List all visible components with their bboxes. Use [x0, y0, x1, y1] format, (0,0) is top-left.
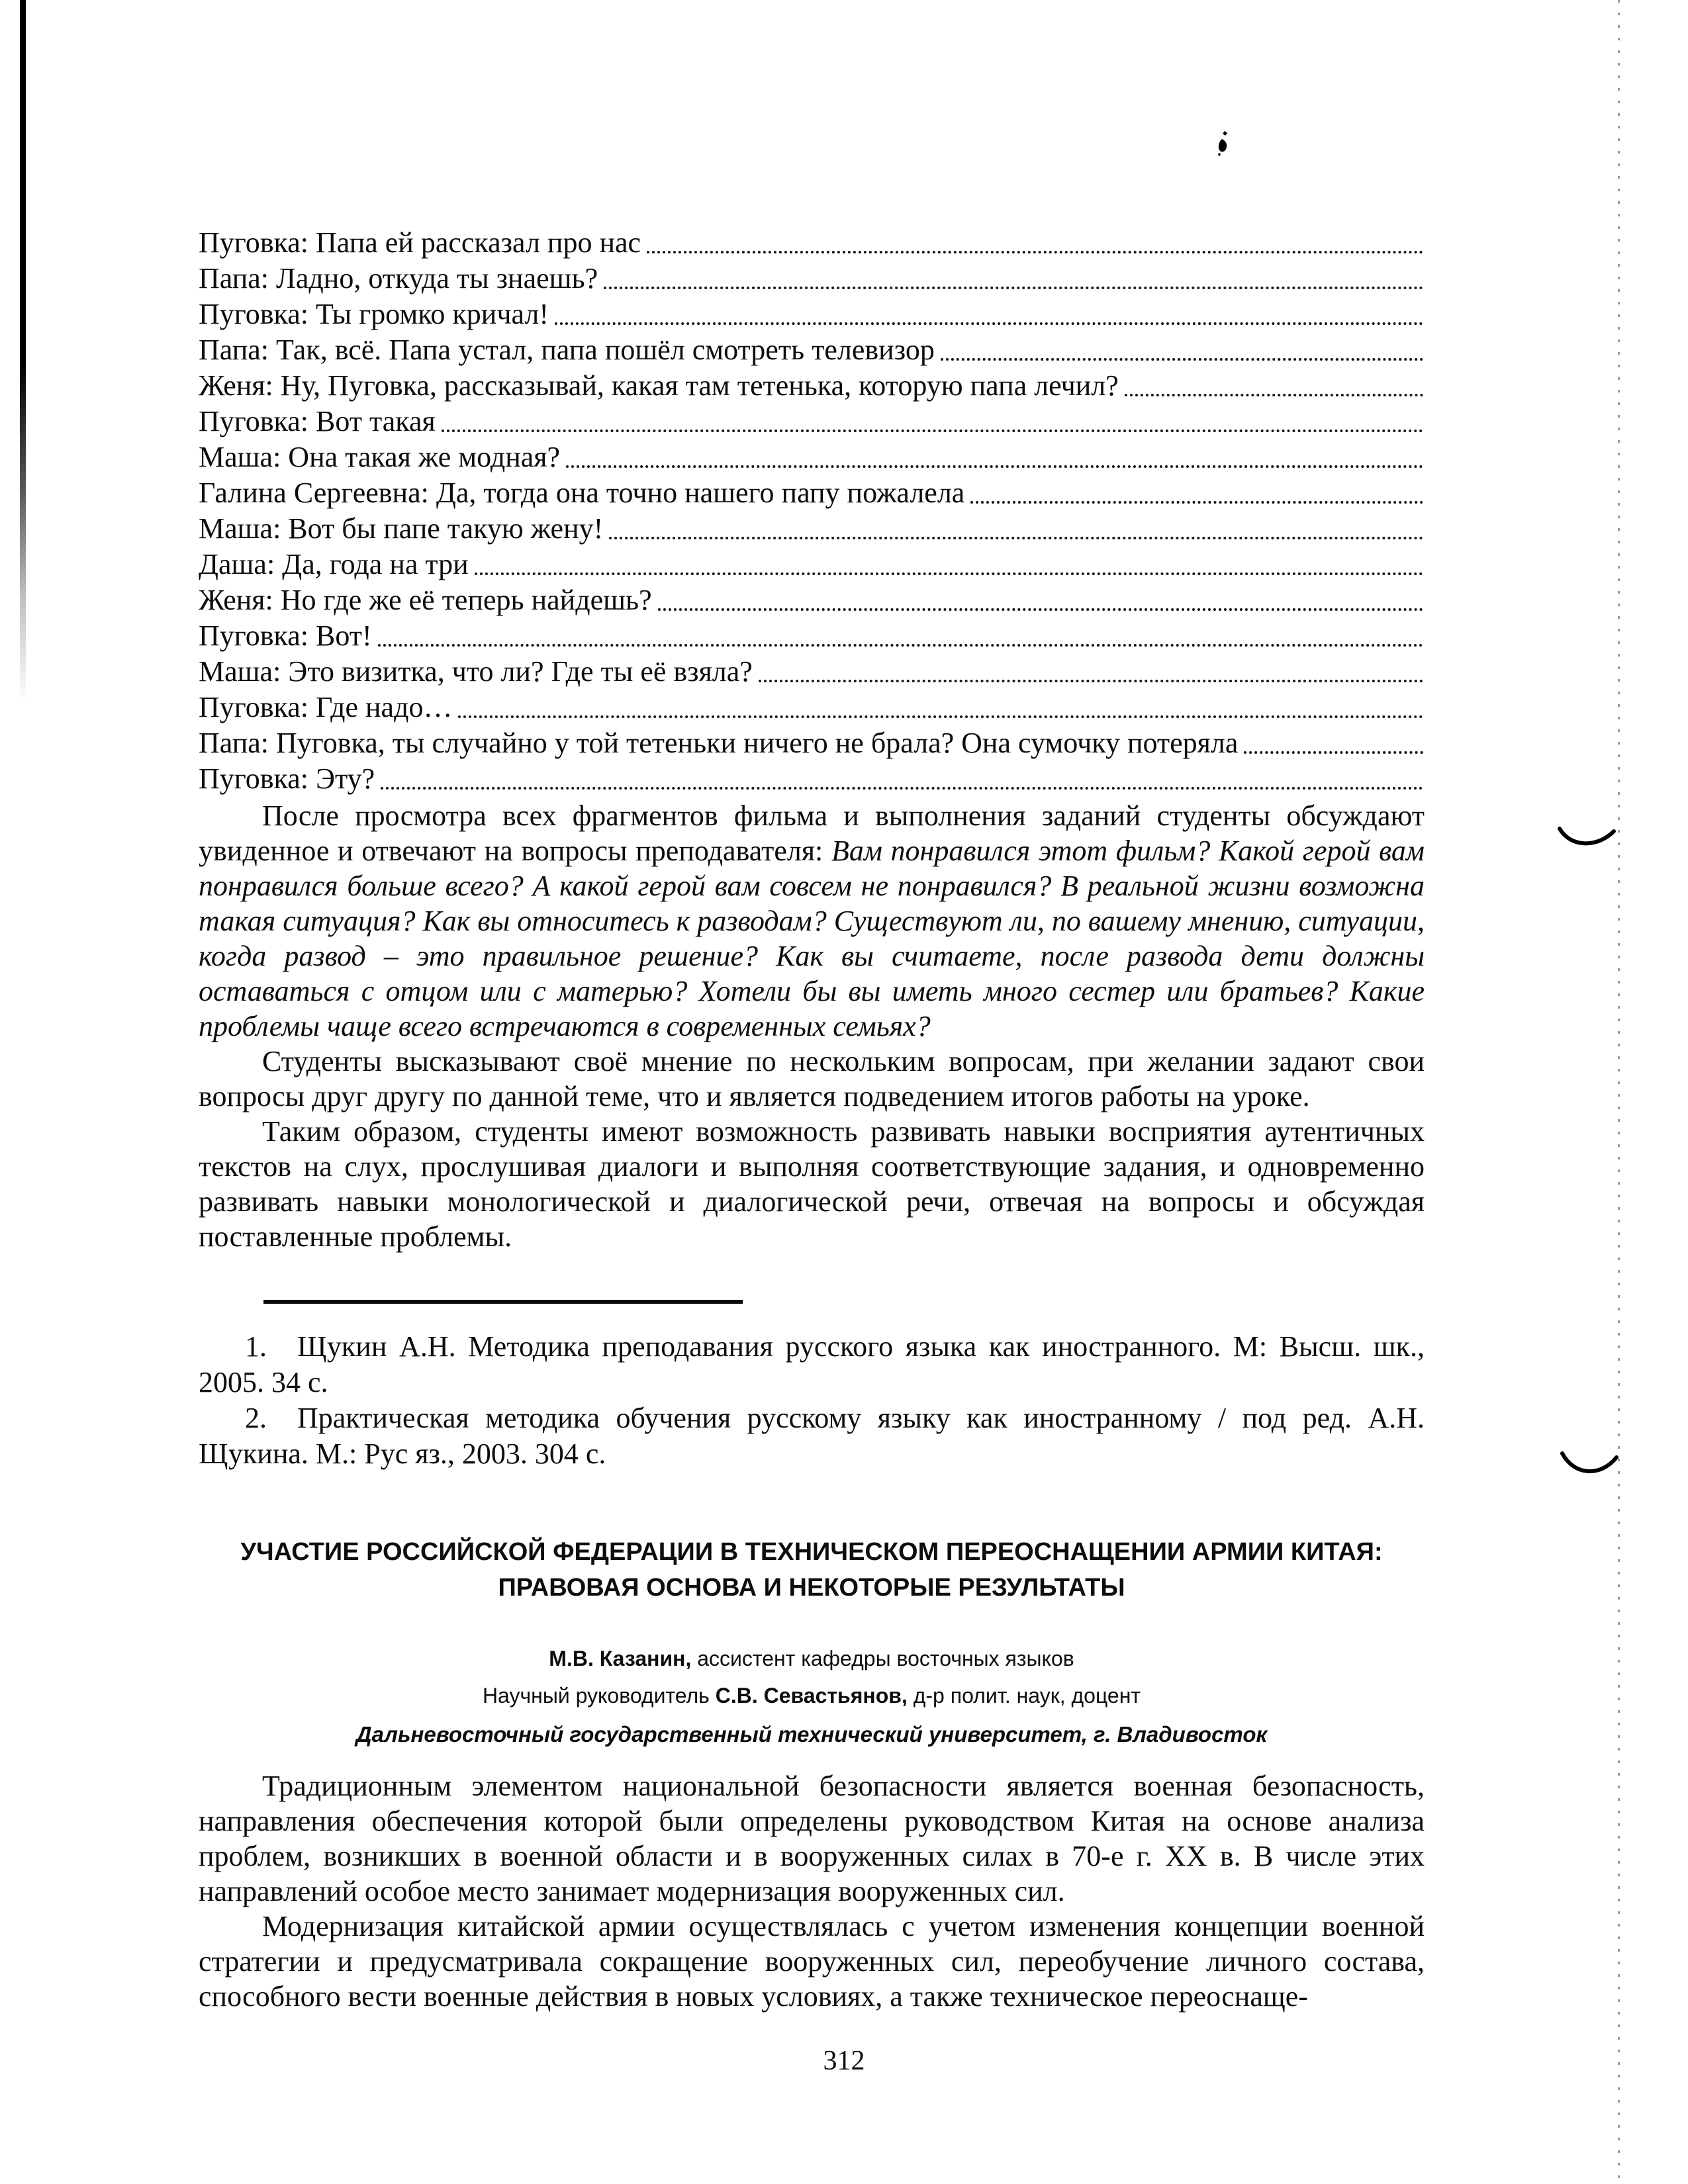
dialogue-line-text: Пуговка: Где надо…: [199, 691, 453, 723]
article-body: [199, 1768, 1425, 2014]
dialogue-line-text: Маша: Это визитка, что ли? Где ты её взяла?: [199, 655, 753, 688]
dot-leader: [381, 787, 1423, 790]
reference-number: 2.: [245, 1402, 267, 1434]
pen-curve-mark: [1557, 823, 1617, 856]
discussion-paragraphs: [199, 798, 1425, 1254]
reference-item: [199, 1329, 1425, 1400]
dialogue-line: [199, 404, 1425, 439]
dot-leader: [566, 465, 1423, 468]
dialogue-line: [199, 511, 1425, 547]
reference-number: 1.: [245, 1330, 267, 1363]
reference-text: Практическая методика обучения русскому языку как иностранному / под ред. А.Н. Щукина. М.: Рус яз., 2003. 304 с.: [199, 1402, 1425, 1470]
dot-leader: [442, 430, 1423, 432]
reference-text: Щукин А.Н. Методика преподавания русского языка как иностранного. М: Высш. шк., 2005. 34 с.: [199, 1330, 1425, 1398]
article-title-line1: УЧАСТИЕ РОССИЙСКОЙ ФЕДЕРАЦИИ В ТЕХНИЧЕСКОМ ПЕРЕОСНАЩЕНИИ АРМИИ КИТАЯ:: [240, 1538, 1383, 1566]
article-paragraph-2: Модернизация китайской армии осуществлялась с учетом изменения концепции военной стратегии и предусматривала сокращение вооруженных сил, переобучение личного состава, способного вести военные действия в новых условиях, а также техническое переоснаще-: [199, 1910, 1425, 2013]
dialogue-line: [199, 332, 1425, 368]
dialogue-line: [199, 690, 1425, 725]
dialogue-block: [199, 225, 1425, 797]
dialogue-line-text: Пуговка: Ты громко кричал!: [199, 298, 549, 330]
dialogue-line-text: Папа: Так, всё. Папа устал, папа пошёл смотреть телевизор: [199, 334, 935, 366]
author-line: [199, 1640, 1425, 1677]
dialogue-line-text: Даша: Да, года на три: [199, 548, 469, 580]
reference-item: [199, 1400, 1425, 1472]
dialogue-line-text: Пуговка: Вот!: [199, 619, 372, 652]
article-affiliation: Дальневосточный государственный технический университет, г. Владивосток: [355, 1722, 1268, 1747]
dot-leader: [604, 287, 1423, 289]
dialogue-line-text: Папа: Пуговка, ты случайно у той тетеньки ничего не брала? Она сумочку потеряла: [199, 727, 1239, 759]
article-title: [199, 1534, 1425, 1606]
dialogue-line: [199, 475, 1425, 511]
pen-curve-mark: [1560, 1448, 1619, 1484]
dot-leader: [378, 644, 1423, 647]
dialogue-line: [199, 261, 1425, 296]
advisor-prefix: Научный руководитель: [482, 1684, 716, 1707]
paragraph-students-opinion: Студенты высказывают своё мнение по нескольким вопросам, при желании задают свои вопросы друг другу по данной теме, что и является подведением итогов работы на уроке.: [199, 1045, 1425, 1113]
dialogue-line: [199, 582, 1425, 618]
article-title-line2: ПРАВОВАЯ ОСНОВА И НЕКОТОРЫЕ РЕЗУЛЬТАТЫ: [498, 1574, 1125, 1602]
ink-speck-mark: [1218, 131, 1229, 159]
dialogue-line-text: Папа: Ладно, откуда ты знаешь?: [199, 262, 598, 295]
dialogue-line-text: Пуговка: Эту?: [199, 762, 375, 795]
dialogue-line-text: Женя: Ну, Пуговка, рассказывай, какая там тетенька, которую папа лечил?: [199, 369, 1119, 402]
references-list: [199, 1329, 1425, 1472]
dialogue-line: [199, 225, 1425, 261]
scan-edge-bar: [20, 0, 26, 702]
dialogue-line: [199, 296, 1425, 332]
dialogue-line-text: Женя: Но где же её теперь найдешь?: [199, 584, 652, 616]
dialogue-line: [199, 547, 1425, 582]
dot-leader: [555, 322, 1423, 325]
dialogue-line-text: Маша: Вот бы папе такую жену!: [199, 512, 604, 545]
teacher-questions-italic: Вам понравился этот фильм? Какой герой вам понравился больше всего? А какой герой вам совсем не понравился? В реальной жизни возможна такая ситуация? Как вы относитесь к разводам? Существуют ли, по вашему мнению, ситуации, когда развод – это правильное решение? Как вы считаете, после развода дети должны оставаться с отцом или с матерью? Хотели бы вы иметь много сестер или братьев? Какие проблемы чаще всего встречаются в современных семьях?: [199, 835, 1425, 1042]
footnote-divider-rule: [263, 1300, 743, 1304]
dot-leader: [609, 537, 1423, 539]
dot-leader: [970, 501, 1423, 504]
scan-dotted-edge: [1618, 0, 1620, 2184]
dialogue-line: [199, 368, 1425, 404]
paragraph-conclusion: Таким образом, студенты имеют возможность развивать навыки восприятия аутентичных текстов на слух, прослушивая диалоги и выполняя соответствующие задания, и одновременно развивать навыки монологической и диалогической речи, отвечая на вопросы и обсуждая поставленные проблемы.: [199, 1115, 1425, 1253]
dialogue-line: [199, 439, 1425, 475]
article-authors: [199, 1640, 1425, 1714]
advisor-degree: д-р полит. наук, доцент: [907, 1684, 1141, 1707]
author-position: ассистент кафедры восточных языков: [691, 1647, 1074, 1670]
dot-leader: [1125, 394, 1423, 396]
advisor-name: С.В. Севастьянов,: [715, 1684, 908, 1707]
dot-leader: [647, 251, 1423, 253]
dialogue-line-text: Галина Сергеевна: Да, тогда она точно нашего папу пожалела: [199, 477, 965, 509]
page-number: 312: [823, 2046, 865, 2076]
advisor-line: [199, 1677, 1425, 1714]
dot-leader: [658, 608, 1423, 611]
author-name: М.В. Казанин,: [549, 1647, 692, 1670]
dialogue-line: [199, 618, 1425, 654]
dialogue-line-text: Маша: Она такая же модная?: [199, 441, 561, 473]
dot-leader: [941, 358, 1423, 361]
dialogue-line: [199, 725, 1425, 761]
dialogue-line-text: Пуговка: Вот такая: [199, 405, 436, 437]
dot-leader: [759, 680, 1423, 682]
paragraph-discussion: [199, 798, 1425, 1044]
dialogue-line-text: Пуговка: Папа ей рассказал про нас: [199, 226, 641, 259]
dialogue-line: [199, 761, 1425, 797]
dot-leader: [475, 572, 1423, 575]
dot-leader: [1244, 751, 1423, 754]
dot-leader: [458, 715, 1423, 718]
paragraph-lead-text: После просмотра всех фрагментов фильма и выполнения заданий студенты обсуждают увиденное и отвечают на вопросы преподавателя:: [199, 799, 1425, 867]
dialogue-line: [199, 654, 1425, 690]
article-paragraph-1: Традиционным элементом национальной безопасности является военная безопасность, направления обеспечения которой были определены руководством Китая на основе анализа проблем, возникших в военной области и в вооруженных силах в 70-е г. XX в. В числе этих направлений особое место занимает модернизация вооруженных сил.: [199, 1770, 1425, 1907]
